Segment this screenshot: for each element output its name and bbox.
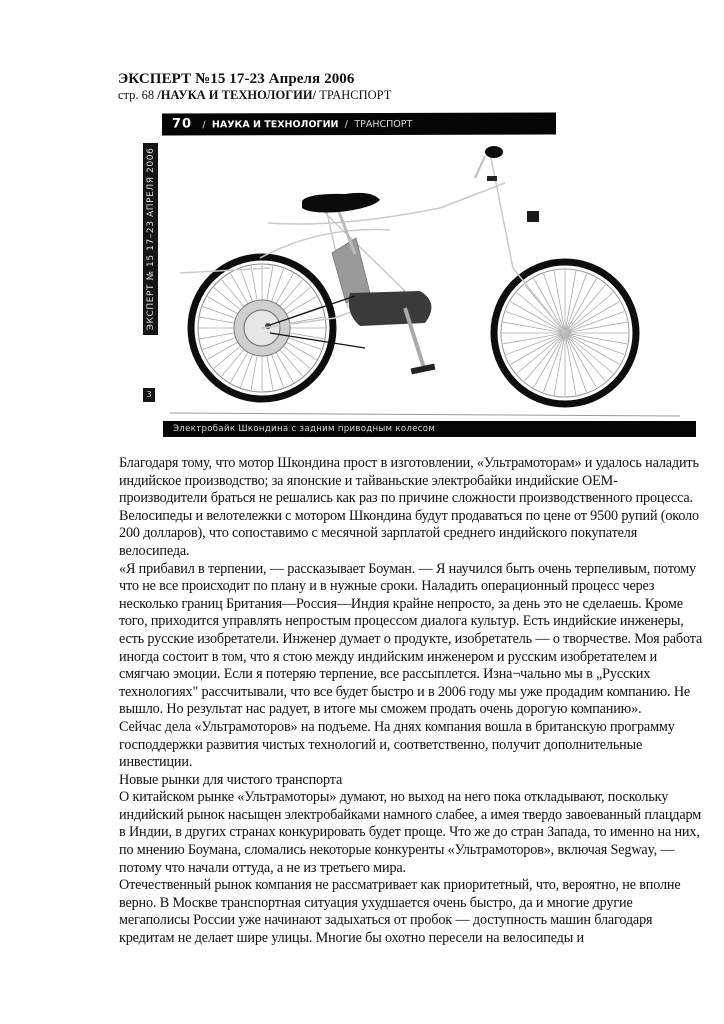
handlebar (475, 146, 539, 222)
clipping-side-bar (143, 143, 158, 335)
article-paragraph: Отечественный рынок компания не рассматривает как приоритетный, что, вероятно, не вполне верно. В Москве транспортная ситуация ухудшается очень быстро, да и многие другие мегаполисы России уже начинают задыхаться от пробок — доступность машин благодаря кредитам не делает шире улицы. Многие бы охотно пересели на велосипеды и (119, 877, 681, 947)
page-section-line (118, 88, 391, 103)
subsection-name: ТРАНСПОРТ (316, 88, 392, 102)
article-paragraph: Благодаря тому, что мотор Шкондина прост в изготовлении, «Ультрамоторам» и удалось наладить индийское производство; за японские и тайваньские электробайки индийские OEM-производители браться не решались как раз по причине сложности производственного процесса. Велосипеды и велотележки с мотором Шкондина будут продаваться по цене от 9500 рупий (около 200 долларов), что сопоставимо с месячной зарплатой среднего индийского покупателя велосипеда. (119, 455, 699, 559)
article-paragraph: О китайском рынке «Ультрамоторы» думают, но выход на него пока откладывают, поскольку индийский рынок насыщен электробайками намного слабее, а имея твердо завоеванный плацдарм в Индии, в других странах конкурировать будет проще. Что же до стран Запада, то именно на них, по мнению Боумана, сломались некоторые конкуренты «Ультрамоторов», включая Segway, — потому что начали оттуда, а не из третьего мира. (119, 789, 702, 876)
page-number: стр. 68 (118, 88, 158, 102)
clipping-page-number: 70 (172, 116, 193, 132)
ground-shadow (170, 413, 680, 416)
clipping-section: НАУКА И ТЕХНОЛОГИИ (211, 119, 339, 131)
clipping-issue-text: ЭКСПЕРТ № 15 17–23 АПРЕЛЯ 2006 (145, 147, 156, 331)
clipping-subsection: ТРАНСПОРТ (354, 118, 413, 131)
photo-caption: Электробайк Шкондина с задним приводным колесом (163, 421, 696, 437)
section-name: /НАУКА И ТЕХНОЛОГИИ/ (157, 88, 317, 102)
article-paragraph: Сейчас дела «Ультрамоторов» на подъеме. На днях компания вошла в британскую программу господдержки развития чистых технологий и, соответственно, получит дополнительные инвестиции. (119, 718, 675, 771)
article-body (119, 455, 704, 948)
clipping-side-mark: 3 (143, 388, 155, 402)
article-subheading: Новые рынки для чистого транспорта (119, 771, 343, 788)
bicycle-photo (140, 108, 700, 443)
publication-title: ЭКСПЕРТ №15 17-23 Апреля 2006 (118, 71, 355, 87)
clipping-header-bar (162, 112, 556, 135)
article-paragraph: «Я прибавил в терпении, — рассказывает Боуман. — Я научился быть очень терпеливым, потому что не все происходит по плану и в нужные сроки. Наладить операционный процесс через несколько границ Британия—Россия—Индия крайне непросто, за день это не сделаешь. Кроме того, приходится управлять непростым процессом диалога культур. Есть индийские инженеры, есть русские изобретатели. Инженер думает о продукте, изобретатель — о творчестве. Моя работа иногда состоит в том, что я стою между индийским инженером и русским изобретателем и смягчаю эмоции. Если я потеряю терпение, все рассыплется. Изна¬чально мы в „Русских технологиях" рассчитывали, что все будет быстро и в 2006 году мы уже продадим компанию. Не вышло. Но результат нас радует, в итоге мы сможем продать очень дорогую компанию». (119, 560, 703, 718)
separator: / (344, 119, 348, 131)
separator: / (202, 119, 206, 131)
